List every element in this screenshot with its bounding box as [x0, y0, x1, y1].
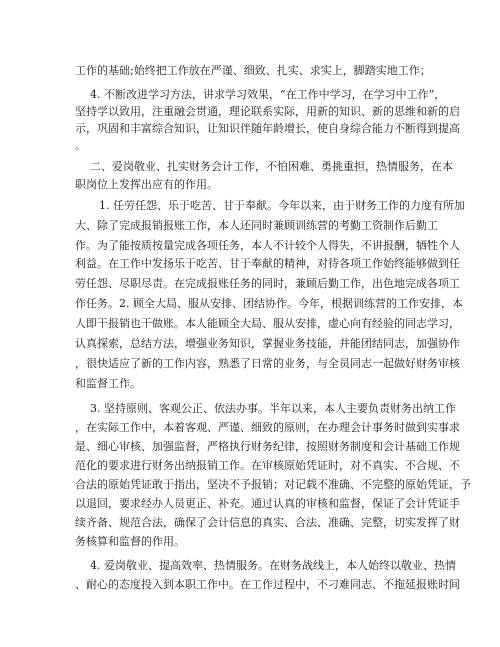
text-line: 作。为了能按质按量完成各项任务，本人不计较个人得失，不讲报酬，牺牲个人 — [75, 239, 460, 252]
text-line: 4. 爱岗敬业、提高效率、热情服务。在财务战线上，本人始终以敬业、热情 — [90, 559, 456, 572]
text-line: 大、除了完成报销报账工作，本人还同时兼顾训练营的考勤工资制作后勤工 — [75, 219, 438, 232]
text-line: 。 — [75, 139, 86, 152]
text-line: ，很快适应了新的工作内容，熟悉了日常的业务，与全员同志一起做好财务审核 — [75, 357, 460, 370]
text-line: 人即干报销也干做账。本人能顾全大局、服从安排，虚心向有经验的同志学习， — [75, 317, 460, 330]
text-line: 示，巩固和丰富综合知识，让知识伴随年龄增长，使自身综合能力不断得到提高 — [75, 122, 460, 135]
text-line: 3. 坚持原则、客观公正、依法办事。半年以来，本人主要负责财务出纳工作 — [90, 402, 456, 415]
text-line: 劳任怨、尽职尽责。在完成报账任务的同时，兼顾后勤工作，出色地完成各项工 — [75, 277, 460, 290]
text-line: 和监督工作。 — [75, 377, 141, 390]
text-line: 利益。在工作中发扬乐于吃苦、甘于奉献的精神，对待各项工作始终能够做到任 — [75, 257, 460, 270]
text-line: 二、爱岗敬业、扎实财务会计工作，不怕困难、勇挑重担，热情服务，在本 — [90, 160, 453, 173]
text-line: 坚持学以致用，注重融会贯通，理论联系实际，用新的知识、新的思维和新的启 — [75, 105, 460, 118]
text-line: 务核算和监督的作用。 — [75, 535, 185, 548]
text-line: 续齐备、规范合法，确保了会计信息的真实、合法、准确、完整，切实发挥了财 — [75, 516, 460, 529]
text-line: 合法的原始凭证敢于指出，坚决不予报销；对记载不准确、不完整的原始凭证，予 — [75, 478, 471, 491]
text-line: ，在实际工作中，本着客观、严谨、细致的原则，在办理会计事务时做到实事求 — [75, 421, 460, 434]
text-line: 作任务。2. 顾全大局、服从安排、团结协作。今年，根据训练营的工作安排，本 — [75, 297, 463, 310]
text-line: 工作的基础;始终把工作放在严谨、细致、扎实、求实上，脚踏实地工作； — [75, 64, 431, 77]
text-line: 范化的要求进行财务出纳报销工作。在审核原始凭证时，对不真实、不合规、不 — [75, 459, 460, 472]
text-line: 以退回，要求经办人员更正、补充。通过认真的审核和监督，保证了会计凭证手 — [75, 497, 460, 510]
text-line: 职岗位上发挥出应有的作用。 — [75, 178, 218, 191]
text-line: 是、细心审核、加强监督，严格执行财务纪律，按照财务制度和会计基础工作规 — [75, 440, 460, 453]
text-line: 4. 不断改进学习方法，讲求学习效果，“在工作中学习，在学习中工作”， — [90, 88, 446, 101]
text-line: 、耐心的态度投入到本职工作中。在工作过程中，不刁难同志、不拖延报账时间 — [75, 578, 460, 591]
text-line: 认真探索，总结方法，增强业务知识，掌握业务技能，并能团结同志，加强协作 — [75, 337, 460, 350]
text-line: 1. 任劳任怨、乐于吃苦、甘于奉献。今年以来，由于财务工作的力度有所加 — [99, 199, 465, 212]
